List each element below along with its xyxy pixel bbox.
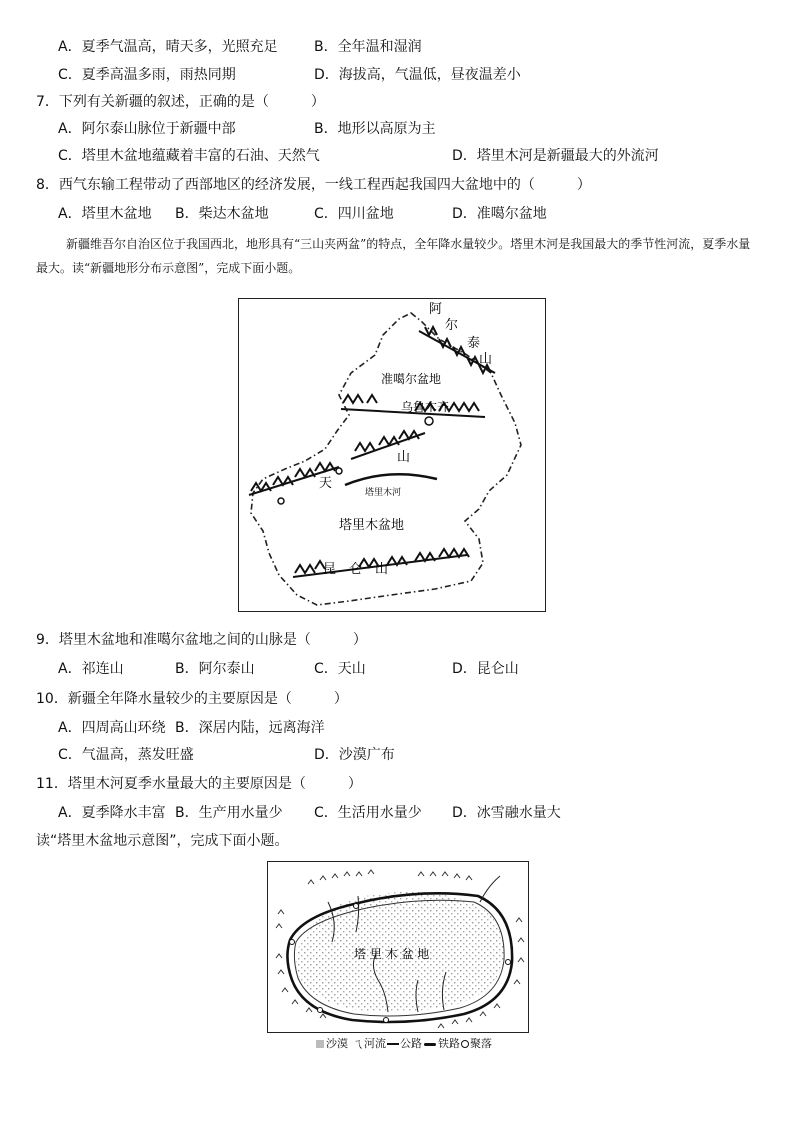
q9-option-a: A．祁连山 [58,661,124,677]
kashgar-dot [278,498,284,504]
tarim-basin-label: 塔 里 木 盆 地 [354,947,430,961]
tarim-river-label: 塔里木河 [365,488,402,498]
q10-option-b: B．深居内陆，远离海洋 [175,720,325,736]
q7-stem: 7．下列有关新疆的叙述，正确的是（ ） [36,94,325,110]
q7-option-a: A．阿尔泰山脉位于新疆中部 [58,121,236,137]
river-legend-icon: ㄟ [352,1037,365,1051]
settlement-dot [506,960,511,965]
legend-railway: 铁路 [438,1037,461,1050]
desert-legend-icon [316,1040,324,1048]
legend-highway: 公路 [400,1037,423,1050]
tarim-basin-label: 塔里木盆地 [339,518,405,533]
q8-option-d: D．准噶尔盆地 [452,206,547,222]
q10-option-d: D．沙漠广布 [314,747,395,763]
junggar-label: 准噶尔盆地 [381,372,442,386]
q6-option-a: A．夏季气温高，晴天多，光照充足 [58,39,278,55]
altai-label-2: 尔 [445,318,459,333]
passage-xinjiang: 新疆维吾尔自治区位于我国西北，地形具有“三山夹两盆”的特点，全年降水量较少。塔里木河是我国最大的季节性河流，夏季水量最大。读“新疆地形分布示意图”，完成下面小题。 [36,237,751,275]
kunlun-label-3: 山 [375,562,389,577]
q9-stem: 9．塔里木盆地和准噶尔盆地之间的山脉是（ ） [36,632,367,648]
q10-option-c: C．气温高，蒸发旺盛 [58,747,194,763]
highway-legend-icon [387,1043,399,1045]
q11-option-c: C．生活用水量少 [314,805,422,821]
settlement-dot [318,1008,323,1013]
settlement-legend-icon [461,1040,469,1048]
tarim-map-svg [268,862,528,1032]
q11-stem: 11．塔里木河夏季水量最大的主要原因是（ ） [36,776,362,792]
aksu-dot [336,468,342,474]
q8-option-a: A．塔里木盆地 [58,206,152,222]
q8-stem: 8．西气东输工程带动了西部地区的经济发展，一线工程西起我国四大盆地中的（ ） [36,177,591,193]
q8-option-b: B．柴达木盆地 [175,206,269,222]
q10-option-a: A．四周高山环绕 [58,720,166,736]
q8-option-c: C．四川盆地 [314,206,394,222]
altai-label-3: 泰 [467,336,481,351]
tianshan-south-ridge [351,431,425,459]
settlement-dot [290,940,295,945]
xinjiang-map-svg [239,299,545,611]
xinjiang-terrain-map [238,298,546,612]
altai-label-1: 阿 [429,302,443,317]
urumqi-dot [425,417,433,425]
q9-option-c: C．天山 [314,661,366,677]
tian-label: 天 [319,476,333,491]
q9-option-d: D．昆仑山 [452,661,519,677]
urumqi-label: 乌鲁木齐 [401,400,450,414]
q9-option-b: B．阿尔泰山 [175,661,255,677]
q11-option-d: D．冰雪融水量大 [452,805,561,821]
q7-option-d: D．塔里木河是新疆最大的外流河 [452,148,659,164]
tarim-basin-map [267,861,529,1033]
q7-option-b: B．地形以高原为主 [314,121,436,137]
q7-option-c: C．塔里木盆地蕴藏着丰富的石油、天然气 [58,148,320,164]
kunlun-label-1: 昆 [323,562,337,577]
shan-label: 山 [397,450,411,465]
legend-settlement: 聚落 [470,1037,493,1050]
tarim-river-line [345,474,437,485]
altai-label-4: 山 [479,352,493,367]
railway-legend-icon [424,1043,436,1046]
settlement-dot [354,904,359,909]
q10-stem: 10．新疆全年降水量较少的主要原因是（ ） [36,691,348,707]
passage-tarim: 读“塔里木盆地示意图”，完成下面小题。 [36,833,289,849]
legend-desert: 沙漠 [326,1037,348,1050]
map-legend [316,1035,492,1053]
q6-option-d: D．海拔高，气温低，昼夜温差小 [314,67,521,83]
q11-option-a: A．夏季降水丰富 [58,805,166,821]
legend-river: 河流 [364,1037,387,1050]
q6-option-b: B．全年温和湿润 [314,39,422,55]
q6-option-c: C．夏季高温多雨，雨热同期 [58,67,236,83]
kunlun-label-2: 仑 [349,562,363,577]
q11-option-b: B．生产用水量少 [175,805,283,821]
settlement-dot [384,1018,389,1023]
